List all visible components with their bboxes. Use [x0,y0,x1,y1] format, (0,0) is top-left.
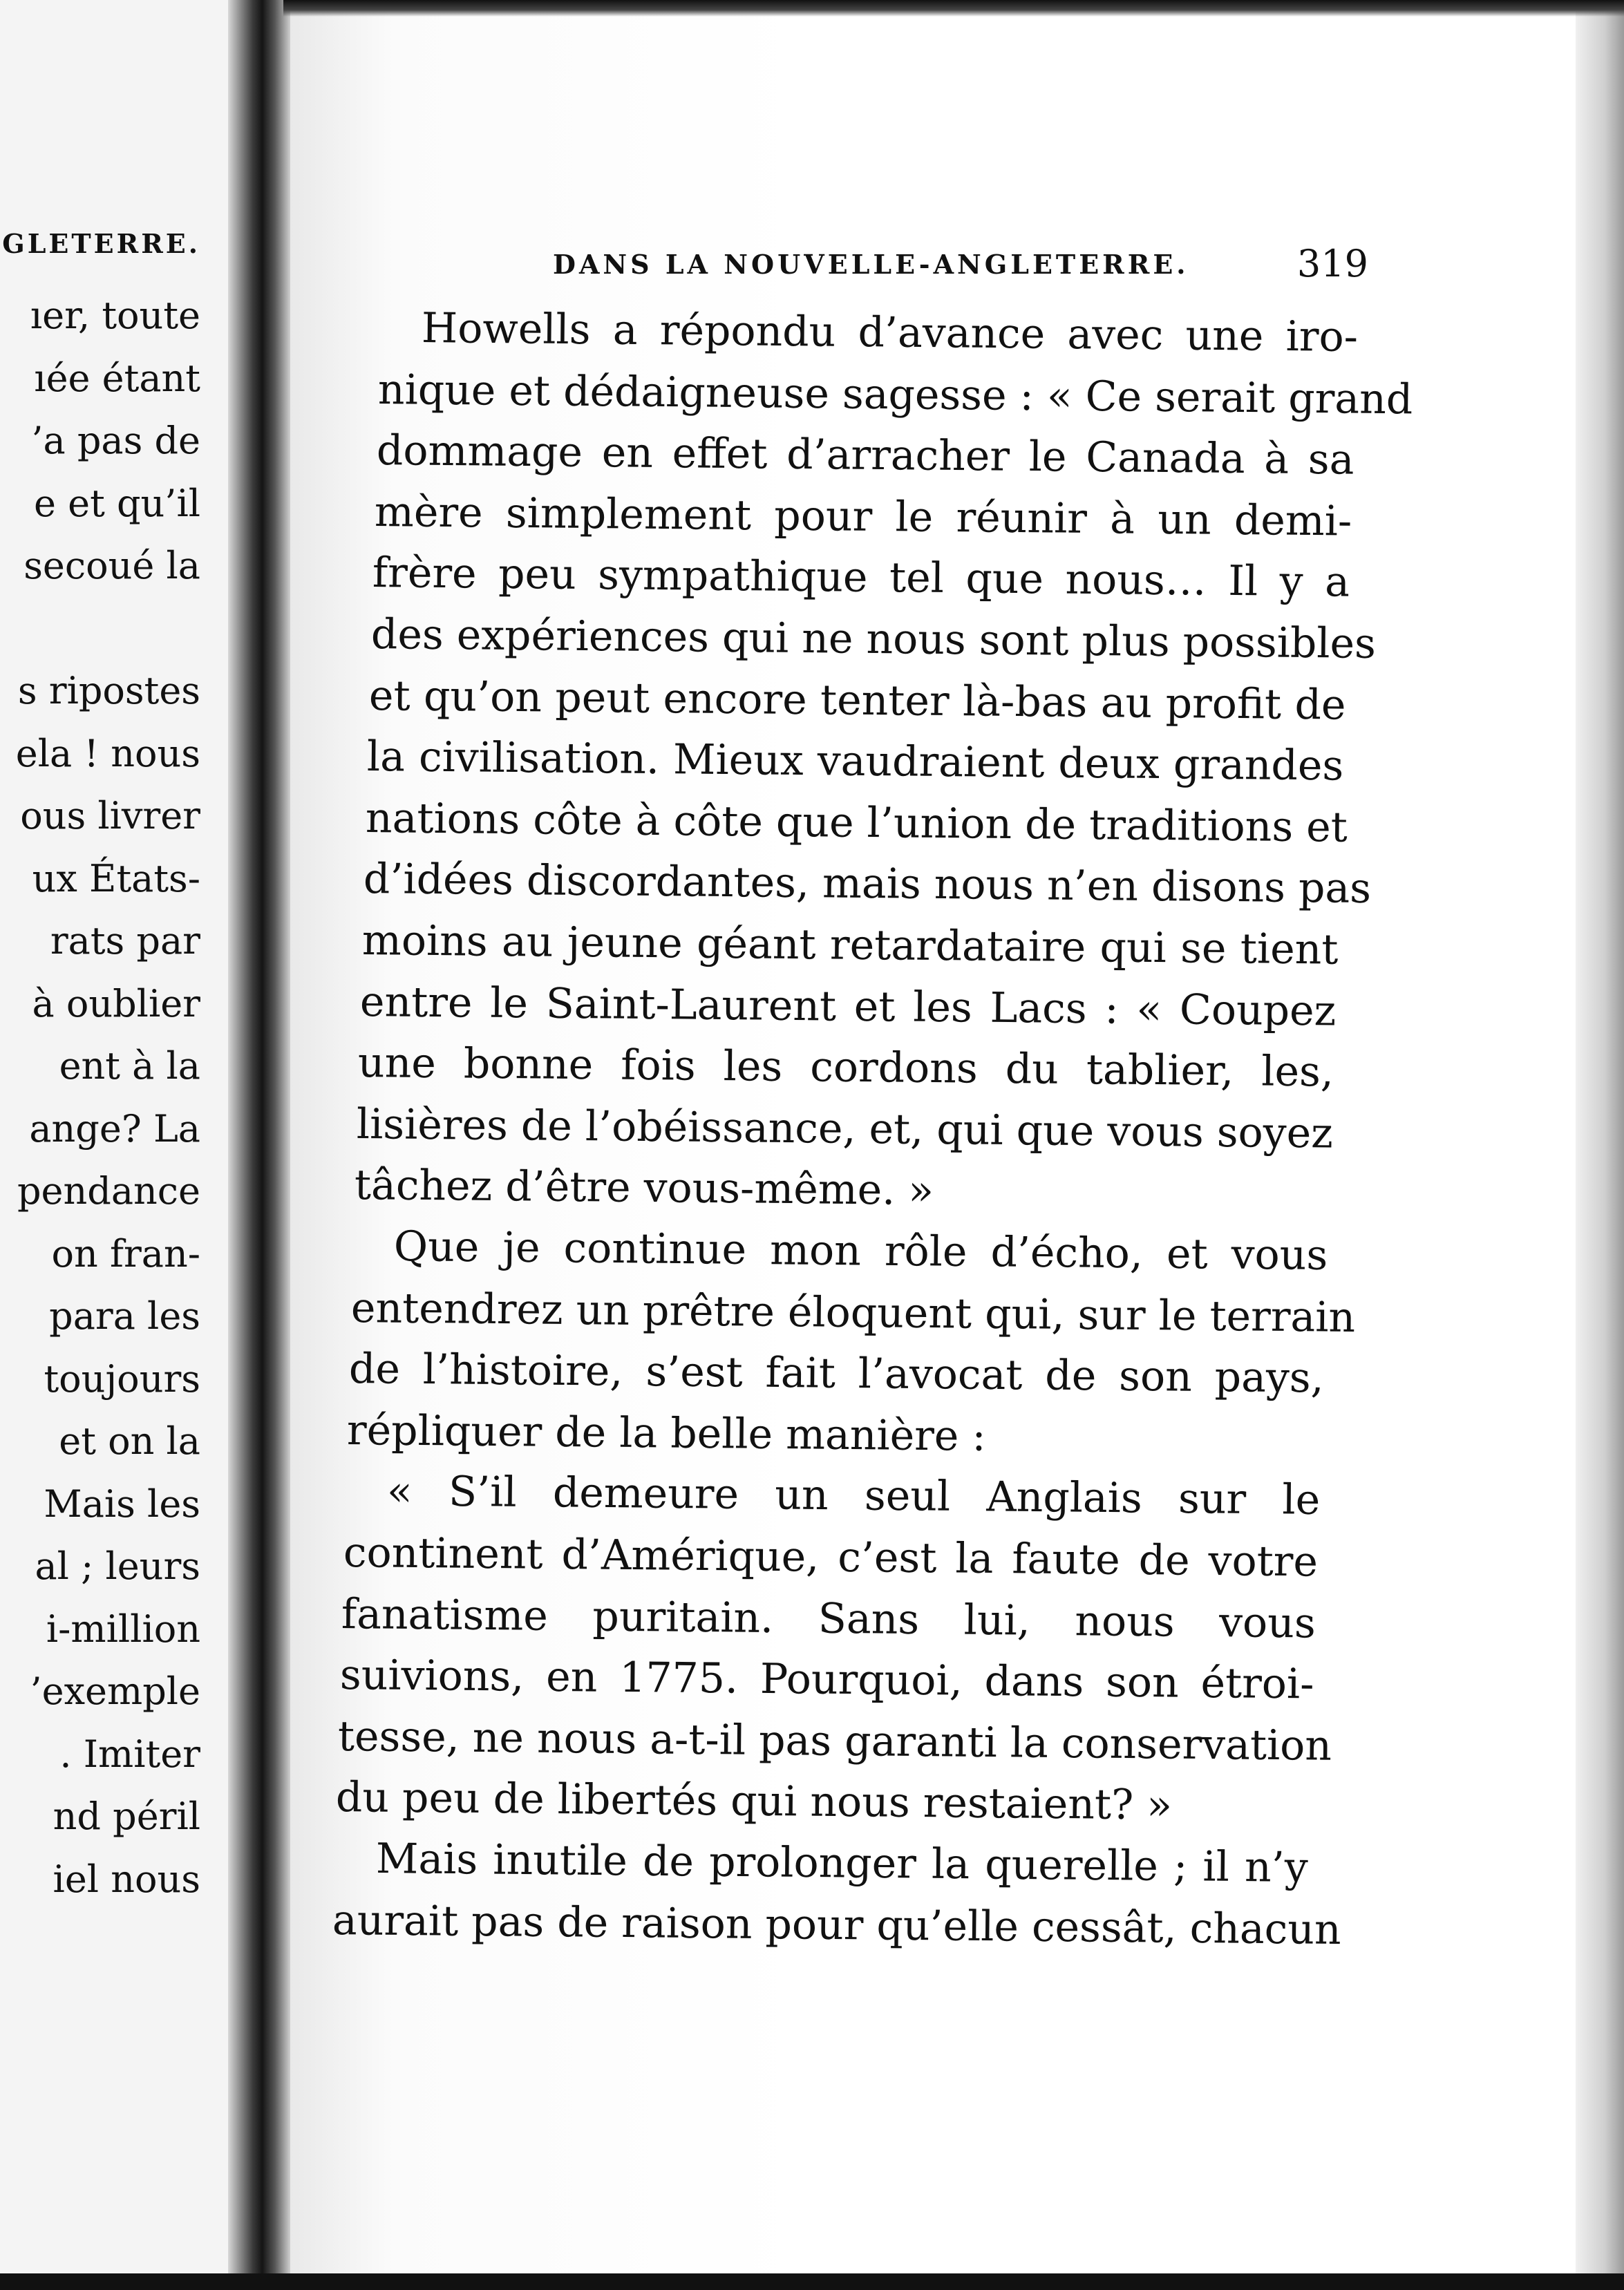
body-line: Howells a répondu d’avance avec une iro- [421,304,1359,362]
body-line: une bonne fois les cordons du tablier, les, [357,1039,1334,1097]
left-page-line: toujours [44,1356,200,1401]
body-line: Que je continue mon rôle d’écho, et vous [393,1222,1328,1280]
body-line: Mais inutile de prolonger la querelle ; il n’y [375,1835,1308,1892]
body-line: et qu’on peut encore tenter là-bas au profit de [368,671,1346,730]
left-page-line: rats par [50,919,200,963]
left-page-line: . Imiter [59,1732,200,1776]
body-line: lisières de l’obéissance, et, qui que vous soyez [356,1099,1333,1158]
left-page-line: s ripostes [17,669,200,712]
left-page-line: et on la [59,1419,200,1463]
left-page-line: e et qu’il [34,481,200,525]
body-line: continent d’Amérique, c’est la faute de votre [343,1529,1319,1587]
scan-bottom-edge [0,2273,1624,2290]
body-line: fanatisme puritain. Sans lui, nous vous [341,1589,1316,1648]
left-page-line: ela ! nous [15,731,200,775]
body-line: nique et dédaigneuse sagesse : « Ce serait grand [378,365,1413,424]
body-line: mère simplement pour le réunir à un demi- [374,487,1352,546]
body-line: entre le Saint-Laurent et les Lacs : « Coupez [359,977,1337,1036]
body-line: moins au jeune géant retardataire qui se tient [361,916,1339,974]
left-page-line: iel nous [53,1857,200,1901]
left-page-line: à oublier [32,981,200,1025]
left-page-line: para les [49,1294,200,1338]
left-page-line: al ; leurs [35,1544,200,1588]
left-page-line: i-million [46,1607,200,1651]
left-page-line: Mais les [44,1482,200,1526]
left-page-line: ous livrer [20,794,200,838]
body-line: frère peu sympathique tel que nous… Il y a [372,549,1350,607]
body-line: des expériences qui ne nous sont plus possibles [370,610,1376,668]
body-line: la civilisation. Mieux vaudraient deux grandes [367,732,1344,791]
body-line: nations côte à côte que l’union de traditions et [365,793,1348,852]
left-page-line: ıer, toute [30,294,200,337]
left-page-line: pendance [17,1169,200,1213]
body-line: « S’il demeure un seul Anglais sur le [386,1467,1321,1525]
body-line: d’idées discordantes, mais nous n’en disons pas [363,855,1372,914]
left-page-line: secoué la [23,544,200,587]
left-page-line: ange? La [29,1106,200,1151]
body-line: de l’histoire, s’est fait l’avocat de son pays, [348,1345,1324,1403]
left-page-line: ıée étant [34,356,200,400]
left-running-head: GLETERRE. [2,228,200,259]
body-line: aurait pas de raison pour qu’elle cessât, chacun [332,1895,1342,1954]
left-page-line: ux États- [32,856,200,900]
body-line: répliquer de la belle manière : [346,1406,987,1461]
left-page-line: on fran- [51,1231,200,1276]
body-line: du peu de libertés qui nous restaient? » [336,1773,1173,1830]
body-line: tâchez d’être vous-même. » [354,1161,934,1215]
body-line: dommage en effet d’arracher le Canada à sa [376,426,1354,484]
body-line: tesse, ne nous a-t-il pas garanti la conservation [337,1712,1332,1770]
scan-top-edge [283,0,1624,17]
left-page-line: ent à la [59,1044,200,1088]
body-line: suivions, en 1775. Pourquoi, dans son étroi- [339,1651,1314,1709]
running-head: DANS LA NOUVELLE-ANGLETERRE. [553,249,1189,280]
body-line: entendrez un prêtre éloquent qui, sur le terrain [350,1283,1356,1342]
left-page-line: ’exemple [30,1669,200,1713]
left-page-line: ’a pas de [31,419,200,462]
left-page-line: nd péril [53,1795,200,1838]
page-number: 319 [1296,242,1368,285]
